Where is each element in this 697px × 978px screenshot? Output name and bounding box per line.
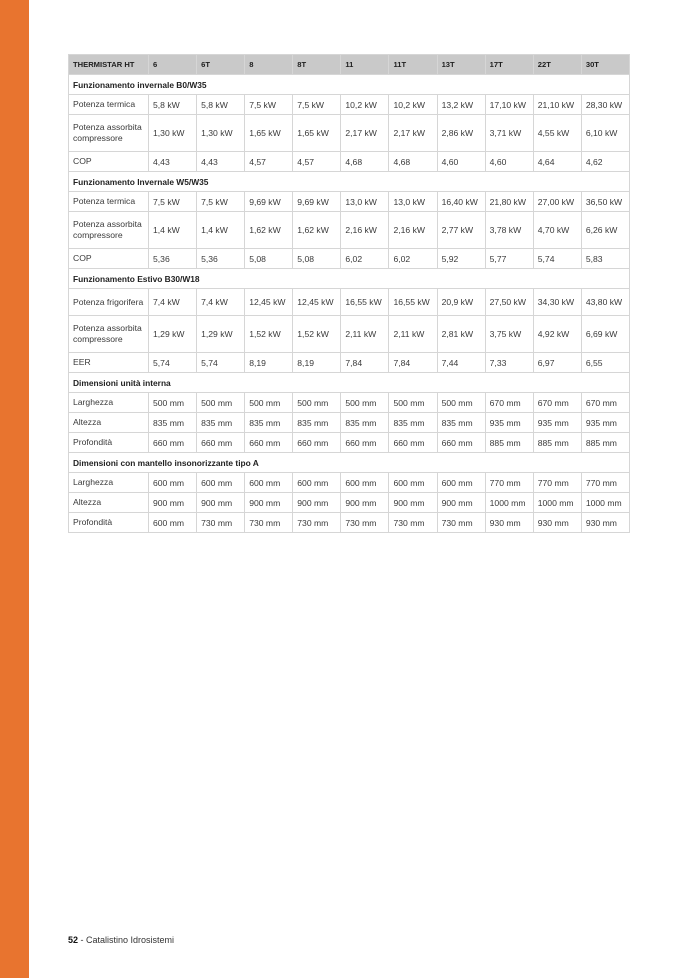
table-cell: 1,62 kW	[245, 212, 293, 249]
header-model-label: THERMISTAR HT	[69, 55, 149, 75]
row-label: Potenza assorbita compressore	[69, 212, 149, 249]
table-cell: 600 mm	[437, 473, 485, 493]
table-cell: 16,55 kW	[341, 289, 389, 316]
table-cell: 9,69 kW	[293, 192, 341, 212]
table-cell: 1,30 kW	[149, 115, 197, 152]
table-cell: 900 mm	[293, 493, 341, 513]
table-cell: 835 mm	[341, 413, 389, 433]
section-title-row	[69, 269, 630, 289]
table-cell: 6,02	[389, 249, 437, 269]
table-cell: 16,55 kW	[389, 289, 437, 316]
table-cell: 770 mm	[485, 473, 533, 493]
table-cell: 6,26 kW	[581, 212, 629, 249]
table-cell: 930 mm	[581, 513, 629, 533]
specifications-table	[68, 54, 630, 533]
table-cell: 43,80 kW	[581, 289, 629, 316]
table-row	[69, 316, 630, 353]
section-title-row	[69, 172, 630, 192]
table-cell: 770 mm	[533, 473, 581, 493]
table-cell: 5,77	[485, 249, 533, 269]
orange-side-band	[0, 0, 29, 978]
table-cell: 7,4 kW	[149, 289, 197, 316]
table-cell: 670 mm	[533, 393, 581, 413]
row-label: Larghezza	[69, 393, 149, 413]
table-cell: 3,71 kW	[485, 115, 533, 152]
table-cell: 16,40 kW	[437, 192, 485, 212]
row-label: Potenza termica	[69, 95, 149, 115]
table-cell: 600 mm	[293, 473, 341, 493]
table-cell: 660 mm	[389, 433, 437, 453]
table-cell: 835 mm	[389, 413, 437, 433]
table-cell: 12,45 kW	[245, 289, 293, 316]
row-label: EER	[69, 353, 149, 373]
table-cell: 1,30 kW	[197, 115, 245, 152]
table-row	[69, 95, 630, 115]
table-cell: 885 mm	[581, 433, 629, 453]
table-cell: 730 mm	[293, 513, 341, 533]
table-row	[69, 493, 630, 513]
table-cell: 670 mm	[485, 393, 533, 413]
section-title: Funzionamento Estivo B30/W18	[69, 269, 630, 289]
table-cell: 13,0 kW	[341, 192, 389, 212]
table-cell: 660 mm	[245, 433, 293, 453]
table-cell: 900 mm	[389, 493, 437, 513]
table-cell: 935 mm	[581, 413, 629, 433]
section-title: Funzionamento invernale B0/W35	[69, 75, 630, 95]
table-cell: 28,30 kW	[581, 95, 629, 115]
table-cell: 6,97	[533, 353, 581, 373]
table-cell: 9,69 kW	[245, 192, 293, 212]
table-cell: 4,92 kW	[533, 316, 581, 353]
table-cell: 5,36	[197, 249, 245, 269]
table-row	[69, 513, 630, 533]
row-label: Larghezza	[69, 473, 149, 493]
table-row	[69, 249, 630, 269]
table-row	[69, 192, 630, 212]
table-cell: 7,5 kW	[197, 192, 245, 212]
header-model-13t: 13T	[437, 55, 485, 75]
table-cell: 885 mm	[485, 433, 533, 453]
table-cell: 2,17 kW	[389, 115, 437, 152]
table-cell: 34,30 kW	[533, 289, 581, 316]
table-cell: 900 mm	[341, 493, 389, 513]
table-cell: 835 mm	[293, 413, 341, 433]
table-cell: 13,0 kW	[389, 192, 437, 212]
table-cell: 36,50 kW	[581, 192, 629, 212]
table-cell: 17,10 kW	[485, 95, 533, 115]
table-cell: 500 mm	[197, 393, 245, 413]
table-cell: 4,68	[389, 152, 437, 172]
table-cell: 500 mm	[149, 393, 197, 413]
table-cell: 900 mm	[245, 493, 293, 513]
table-cell: 660 mm	[197, 433, 245, 453]
table-cell: 7,84	[341, 353, 389, 373]
table-cell: 500 mm	[293, 393, 341, 413]
table-cell: 4,57	[293, 152, 341, 172]
table-cell: 500 mm	[389, 393, 437, 413]
header-model-30t: 30T	[581, 55, 629, 75]
table-cell: 2,81 kW	[437, 316, 485, 353]
table-cell: 4,43	[197, 152, 245, 172]
table-cell: 600 mm	[149, 473, 197, 493]
table-cell: 1,29 kW	[149, 316, 197, 353]
catalog-name: Catalistino Idrosistemi	[86, 935, 175, 945]
header-model-17t: 17T	[485, 55, 533, 75]
table-cell: 5,08	[293, 249, 341, 269]
table-cell: 2,16 kW	[389, 212, 437, 249]
table-cell: 20,9 kW	[437, 289, 485, 316]
table-cell: 730 mm	[389, 513, 437, 533]
table-cell: 900 mm	[197, 493, 245, 513]
table-cell: 660 mm	[341, 433, 389, 453]
table-cell: 5,92	[437, 249, 485, 269]
section-title: Funzionamento Invernale W5/W35	[69, 172, 630, 192]
table-cell: 4,55 kW	[533, 115, 581, 152]
table-header-row	[69, 55, 630, 75]
table-cell: 900 mm	[149, 493, 197, 513]
header-model-22t: 22T	[533, 55, 581, 75]
header-model-6t: 6T	[197, 55, 245, 75]
table-cell: 5,8 kW	[197, 95, 245, 115]
row-label: COP	[69, 152, 149, 172]
page-footer	[68, 935, 174, 945]
table-cell: 1000 mm	[581, 493, 629, 513]
table-cell: 7,5 kW	[149, 192, 197, 212]
table-cell: 27,00 kW	[533, 192, 581, 212]
table-cell: 7,4 kW	[197, 289, 245, 316]
table-cell: 5,74	[149, 353, 197, 373]
table-cell: 7,33	[485, 353, 533, 373]
table-row	[69, 152, 630, 172]
table-row	[69, 433, 630, 453]
table-cell: 835 mm	[197, 413, 245, 433]
table-cell: 500 mm	[245, 393, 293, 413]
table-row	[69, 212, 630, 249]
table-row	[69, 353, 630, 373]
table-cell: 935 mm	[485, 413, 533, 433]
header-model-8: 8	[245, 55, 293, 75]
table-cell: 1,62 kW	[293, 212, 341, 249]
table-cell: 930 mm	[485, 513, 533, 533]
table-cell: 5,83	[581, 249, 629, 269]
table-cell: 730 mm	[245, 513, 293, 533]
table-cell: 3,75 kW	[485, 316, 533, 353]
table-cell: 2,77 kW	[437, 212, 485, 249]
table-cell: 12,45 kW	[293, 289, 341, 316]
table-cell: 10,2 kW	[389, 95, 437, 115]
header-model-6: 6	[149, 55, 197, 75]
table-cell: 1000 mm	[485, 493, 533, 513]
table-cell: 6,02	[341, 249, 389, 269]
table-row	[69, 473, 630, 493]
table-row	[69, 289, 630, 316]
row-label: Profondità	[69, 513, 149, 533]
header-model-11: 11	[341, 55, 389, 75]
table-cell: 6,10 kW	[581, 115, 629, 152]
table-cell: 930 mm	[533, 513, 581, 533]
table-cell: 935 mm	[533, 413, 581, 433]
table-cell: 8,19	[245, 353, 293, 373]
row-label: COP	[69, 249, 149, 269]
table-cell: 730 mm	[437, 513, 485, 533]
section-title-row	[69, 75, 630, 95]
table-cell: 1,29 kW	[197, 316, 245, 353]
table-cell: 4,70 kW	[533, 212, 581, 249]
table-cell: 770 mm	[581, 473, 629, 493]
table-cell: 4,60	[437, 152, 485, 172]
row-label: Potenza assorbita compressore	[69, 115, 149, 152]
table-cell: 6,69 kW	[581, 316, 629, 353]
table-cell: 500 mm	[437, 393, 485, 413]
table-cell: 600 mm	[149, 513, 197, 533]
table-cell: 5,08	[245, 249, 293, 269]
table-cell: 835 mm	[245, 413, 293, 433]
table-cell: 21,10 kW	[533, 95, 581, 115]
row-label: Profondità	[69, 433, 149, 453]
table-cell: 7,5 kW	[245, 95, 293, 115]
table-cell: 1,4 kW	[149, 212, 197, 249]
table-cell: 885 mm	[533, 433, 581, 453]
table-cell: 5,8 kW	[149, 95, 197, 115]
table-cell: 13,2 kW	[437, 95, 485, 115]
table-cell: 1,52 kW	[245, 316, 293, 353]
table-cell: 1000 mm	[533, 493, 581, 513]
table-cell: 5,36	[149, 249, 197, 269]
table-cell: 4,43	[149, 152, 197, 172]
table-cell: 730 mm	[197, 513, 245, 533]
section-title: Dimensioni con mantello insonorizzante tipo A	[69, 453, 630, 473]
table-row	[69, 115, 630, 152]
table-cell: 21,80 kW	[485, 192, 533, 212]
table-cell: 5,74	[533, 249, 581, 269]
table-cell: 2,11 kW	[389, 316, 437, 353]
table-cell: 8,19	[293, 353, 341, 373]
table-cell: 2,11 kW	[341, 316, 389, 353]
table-row	[69, 393, 630, 413]
header-model-8t: 8T	[293, 55, 341, 75]
table-cell: 730 mm	[341, 513, 389, 533]
table-cell: 500 mm	[341, 393, 389, 413]
row-label: Altezza	[69, 413, 149, 433]
table-cell: 4,60	[485, 152, 533, 172]
specifications-body	[69, 75, 630, 533]
table-cell: 27,50 kW	[485, 289, 533, 316]
table-cell: 2,17 kW	[341, 115, 389, 152]
row-label: Potenza termica	[69, 192, 149, 212]
table-cell: 600 mm	[197, 473, 245, 493]
row-label: Potenza frigorifera	[69, 289, 149, 316]
table-cell: 600 mm	[341, 473, 389, 493]
table-cell: 1,65 kW	[245, 115, 293, 152]
table-cell: 4,57	[245, 152, 293, 172]
table-cell: 660 mm	[149, 433, 197, 453]
table-cell: 4,68	[341, 152, 389, 172]
table-cell: 3,78 kW	[485, 212, 533, 249]
page-number: 52	[68, 935, 79, 945]
table-cell: 7,84	[389, 353, 437, 373]
table-cell: 10,2 kW	[341, 95, 389, 115]
table-cell: 670 mm	[581, 393, 629, 413]
row-label: Potenza assorbita compressore	[69, 316, 149, 353]
section-title: Dimensioni unità interna	[69, 373, 630, 393]
header-model-11t: 11T	[389, 55, 437, 75]
table-row	[69, 413, 630, 433]
table-cell: 900 mm	[437, 493, 485, 513]
table-cell: 660 mm	[437, 433, 485, 453]
table-cell: 4,62	[581, 152, 629, 172]
table-cell: 1,65 kW	[293, 115, 341, 152]
table-cell: 6,55	[581, 353, 629, 373]
table-cell: 5,74	[197, 353, 245, 373]
section-title-row	[69, 373, 630, 393]
table-cell: 4,64	[533, 152, 581, 172]
table-cell: 1,52 kW	[293, 316, 341, 353]
table-cell: 600 mm	[389, 473, 437, 493]
table-cell: 7,44	[437, 353, 485, 373]
footer-separator: -	[78, 935, 87, 945]
table-cell: 835 mm	[437, 413, 485, 433]
table-cell: 2,16 kW	[341, 212, 389, 249]
table-cell: 835 mm	[149, 413, 197, 433]
row-label: Altezza	[69, 493, 149, 513]
table-cell: 1,4 kW	[197, 212, 245, 249]
table-cell: 600 mm	[245, 473, 293, 493]
table-cell: 7,5 kW	[293, 95, 341, 115]
section-title-row	[69, 453, 630, 473]
table-cell: 660 mm	[293, 433, 341, 453]
table-cell: 2,86 kW	[437, 115, 485, 152]
